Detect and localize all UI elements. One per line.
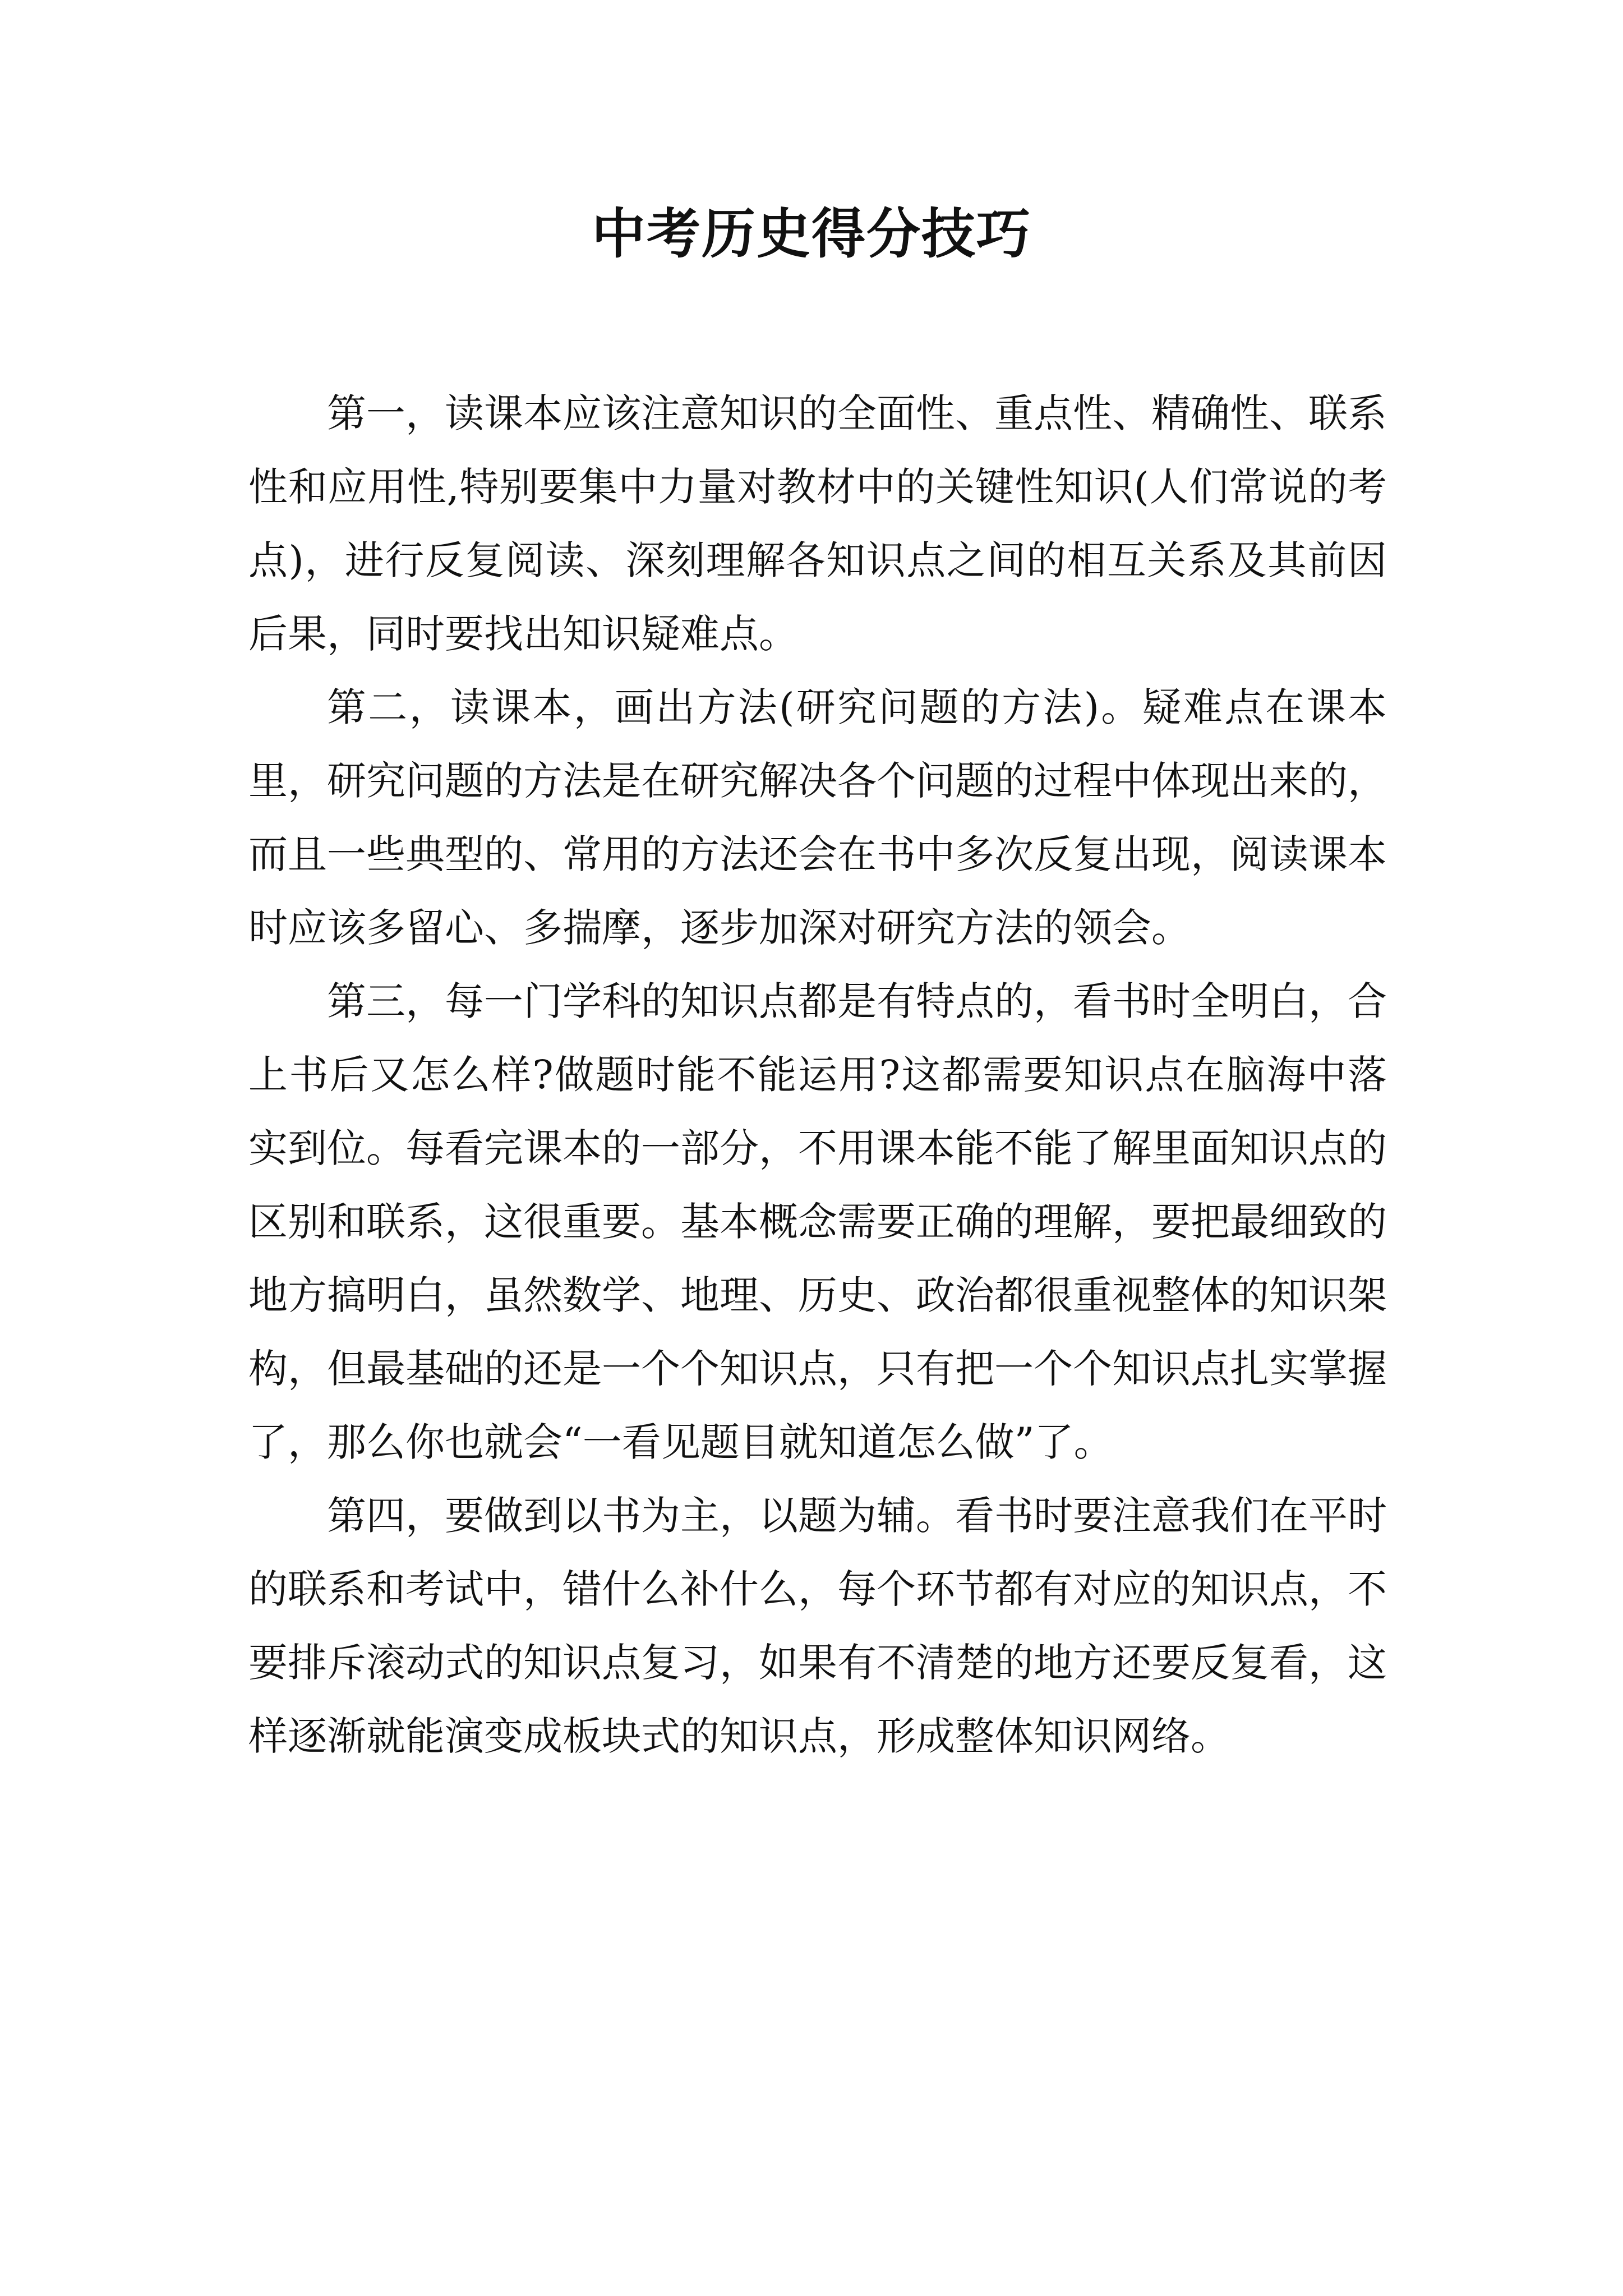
document-body: [248, 377, 1387, 1773]
paragraph-4: 第四，要做到以书为主，以题为辅。看书时要注意我们在平时的联系和考试中，错什么补什么，每个环节都有对应的知识点，不要排斥滚动式的知识点复习，如果有不清楚的地方还要反复看，这样逐渐就能演变成板块式的知识点，形成整体知识网络。: [248, 1493, 1387, 1759]
paragraph-1: 第一，读课本应该注意知识的全面性、重点性、精确性、联系性和应用性,特别要集中力量对教材中的关键性知识(人们常说的考点)，进行反复阅读、深刻理解各知识点之间的相互关系及其前因后果，同时要找出知识疑难点。: [248, 390, 1387, 657]
document-title: 中考历史得分技巧: [592, 202, 1031, 265]
paragraph-2: 第二，读课本，画出方法(研究问题的方法)。疑难点在课本里，研究问题的方法是在研究解决各个问题的过程中体现出来的，而且一些典型的、常用的方法还会在书中多次反复出现，阅读课本时应该多留心、多揣摩，逐步加深对研究方法的领会。: [248, 684, 1387, 951]
paragraph-3: 第三，每一门学科的知识点都是有特点的，看书时全明白，合上书后又怎么样?做题时能不能运用?这都需要知识点在脑海中落实到位。每看完课本的一部分，不用课本能不能了解里面知识点的区别和联系，这很重要。基本概念需要正确的理解，要把最细致的地方搞明白，虽然数学、地理、历史、政治都很重视整体的知识架构，但最基础的还是一个个知识点，只有把一个个知识点扎实掌握了，那么你也就会“一看见题目就知道怎么做”了。: [248, 978, 1387, 1465]
